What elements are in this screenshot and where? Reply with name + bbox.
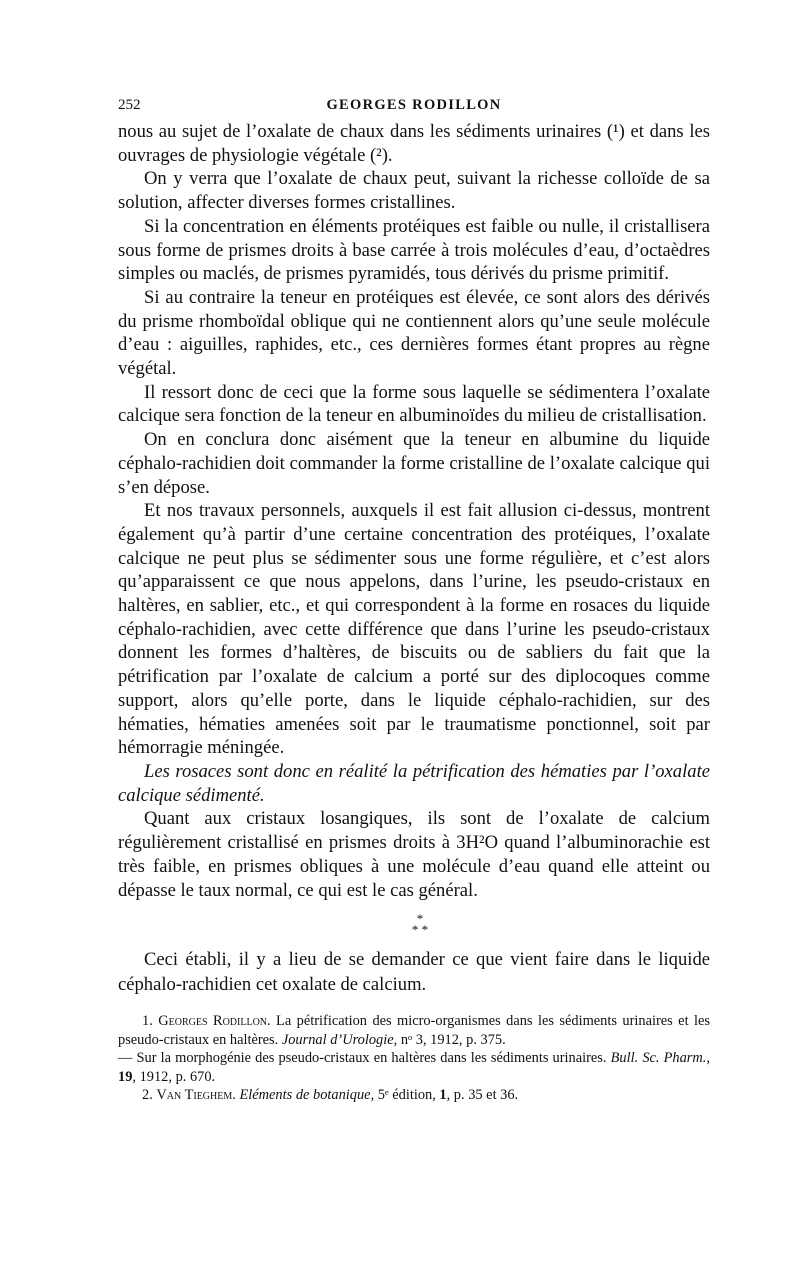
section-after-break: [118, 947, 710, 997]
italic-paragraph: Les rosaces sont donc en réalité la pétrification des hématies par l’oxalate calcique sédimenté.: [118, 760, 710, 806]
footnote-volume: 1: [439, 1087, 447, 1104]
paragraph: On y verra que l’oxalate de chaux peut, suivant la richesse colloïde de sa solution, affecter diverses formes cristallines.: [118, 168, 710, 214]
footnote-reference: , p. 35 et 36.: [446, 1087, 519, 1104]
asterism-bottom: * *: [411, 922, 429, 937]
footnote-text: . La pétrification des micro-organismes dans les sédiments urinaires et les pseudo-cristaux en haltères.: [118, 1013, 710, 1048]
paragraph: Quant aux cristaux losangiques, ils sont de l’oxalate de calcium régulièrement cristallisé en prismes droits à 3H²O quand l’albuminorachie est très faible, en prismes obliques à une molécule d’eau quand elle atteint ou dépasse le taux normal, ce qui est le cas général.: [118, 808, 710, 901]
body-text: [118, 120, 710, 902]
asterism-top: *: [416, 911, 424, 926]
footnote-book-title: Eléments de botanique: [239, 1087, 371, 1104]
running-head: [118, 97, 710, 119]
paragraph: Et nos travaux personnels, auxquels il est fait allusion ci-dessus, montrent également qu’à partir d’une certaine concentration des protéiques, l’oxalate calcique ne peut plus se sédimenter sous une forme régulière, et c’est alors qu’apparaissent ce que nous appelons, dans l’urine, les pseudo-cristaux en haltères, en sablier, etc., et qui correspondent à la forme en rosaces du liquide céphalo-rachidien, avec cette différence que dans l’urine les pseudo-cristaux donnent les formes d’haltères, de biscuits ou de sabliers du fait que la pétrification par l’oxalate de calcium a porté sur des diplocoques comme support, alors qu’elle porte, dans le liquide céphalo-rachidien, sur des hématies, hématies amenées soit par le traumatisme ponctionnel, soit par hémorragie méningée.: [118, 500, 710, 759]
paragraph: On en conclura donc aisément que la teneur en albumine du liquide céphalo-rachidien doit commander la forme cristalline de l’oxalate calcique qui s’en dépose.: [118, 429, 710, 498]
footnote-1-continued: [118, 1049, 710, 1086]
asterism-divider: [400, 913, 440, 943]
footnotes: [118, 1012, 710, 1105]
footnote-1: [118, 1012, 710, 1049]
footnote-journal: Bull. Sc. Pharm.: [610, 1050, 707, 1067]
footnote-reference: , 5ᵉ édition,: [370, 1087, 440, 1104]
footnote-author: Georges Rodillon: [158, 1013, 268, 1029]
footnote-number: 2.: [142, 1087, 153, 1104]
footnote-volume: 19: [118, 1068, 133, 1085]
footnote-text: — Sur la morphogénie des pseudo-cristaux en haltères dans les sédiments urinaires.: [118, 1050, 611, 1067]
paragraph-continuation: nous au sujet de l’oxalate de chaux dans les sédiments urinaires (¹) et dans les ouvrages de physiologie végétale (²).: [118, 121, 710, 166]
footnote-journal: Journal d’Urologie: [281, 1031, 394, 1048]
paragraph: Si au contraire la teneur en protéiques est élevée, ce sont alors des dérivés du prisme rhomboïdal oblique qui ne contiennent alors qu’une seule molécule d’eau : aiguilles, raphides, etc., ces dernières formes étant propres au règne végétal.: [118, 286, 710, 380]
paragraph: Si la concentration en éléments protéiques est faible ou nulle, il cristallisera sous forme de prismes droits à base carrée à trois molécules d’eau, d’octaèdres simples ou maclés, de prismes pyramidés, tous dérivés du prisme primitif.: [118, 215, 710, 285]
footnote-reference: , nᵒ 3, 1912, p. 375.: [393, 1031, 506, 1048]
footnote-author: Van Tieghem: [156, 1087, 233, 1104]
page-number: 252: [118, 97, 141, 113]
footnote-reference: , 1912, p. 670.: [132, 1068, 216, 1085]
paragraph: Il ressort donc de ceci que la forme sous laquelle se sédimentera l’oxalate calcique sera fonction de la teneur en albuminoïdes du milieu de cristallisation.: [118, 381, 710, 427]
footnote-number: 1.: [142, 1013, 153, 1029]
paragraph: Ceci établi, il y a lieu de se demander ce que vient faire dans le liquide céphalo-rachidien cet oxalate de calcium.: [118, 949, 710, 995]
footnote-separator: .: [232, 1087, 240, 1104]
footnote-2: [118, 1086, 710, 1105]
running-title: GEORGES RODILLON: [326, 97, 502, 113]
footnote-separator: ,: [706, 1050, 711, 1067]
